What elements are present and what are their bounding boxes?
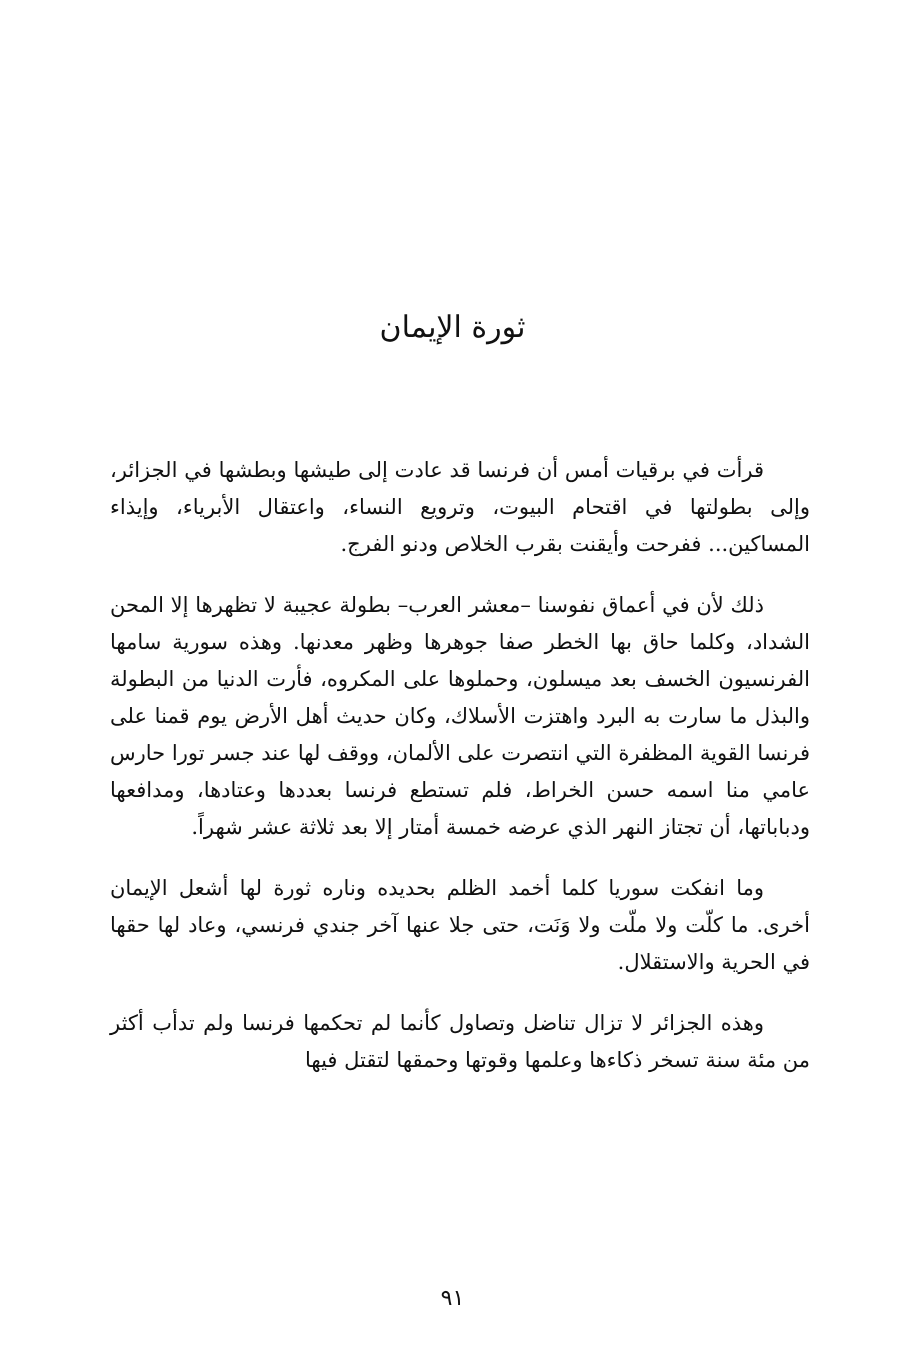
paragraph-1: قرأت في برقيات أمس أن فرنسا قد عادت إلى طيشها وبطشها في الجزائر، وإلى بطولتها في اقتحام البيوت، وترويع النساء، واعتقال الأبرياء، وإيذاء المساكين... ففرحت وأيقنت بقرب الخلاص ودنو الفرج. [110,458,810,556]
paragraph-4: وهذه الجزائر لا تزال تناضل وتصاول كأنما لم تحكمها فرنسا ولم تدأب أكثر من مئة سنة تسخر ذكاءها وعلمها وقوتها وحمقها لتقتل فيها [110,1011,810,1072]
page-number: ٩١ [440,1286,465,1311]
chapter-title: ثورة الإيمان [379,310,526,345]
paragraph-3: وما انفكت سوريا كلما أخمد الظلم بحديده وناره ثورة لها أشعل الإيمان أخرى. ما كلّت ولا ملّت ولا وَنَت، حتى جلا عنها آخر جندي فرنسي، وعاد لها حقها في الحرية والاستقلال. [110,876,810,974]
body-text [110,452,810,1103]
paragraph-2: ذلك لأن في أعماق نفوسنا –معشر العرب– بطولة عجيبة لا تظهرها إلا المحن الشداد، وكلما حاق بها الخطر صفا جوهرها وظهر معدنها. وهذه سورية سامها الفرنسيون الخسف بعد ميسلون، وحملوها على المكروه، فأرت الدنيا من البطولة والبذل ما سارت به البرد واهتزت الأسلاك، وكان حديث أهل الأرض يوم قمنا على فرنسا القوية المظفرة التي انتصرت على الألمان، ووقف لها عند جسر تورا حارس عامي منا اسمه حسن الخراط، فلم تستطع فرنسا بعددها وعتادها، ومدافعها ودباباتها، أن تجتاز النهر الذي عرضه خمسة أمتار إلا بعد ثلاثة عشر شهراً. [110,593,810,839]
